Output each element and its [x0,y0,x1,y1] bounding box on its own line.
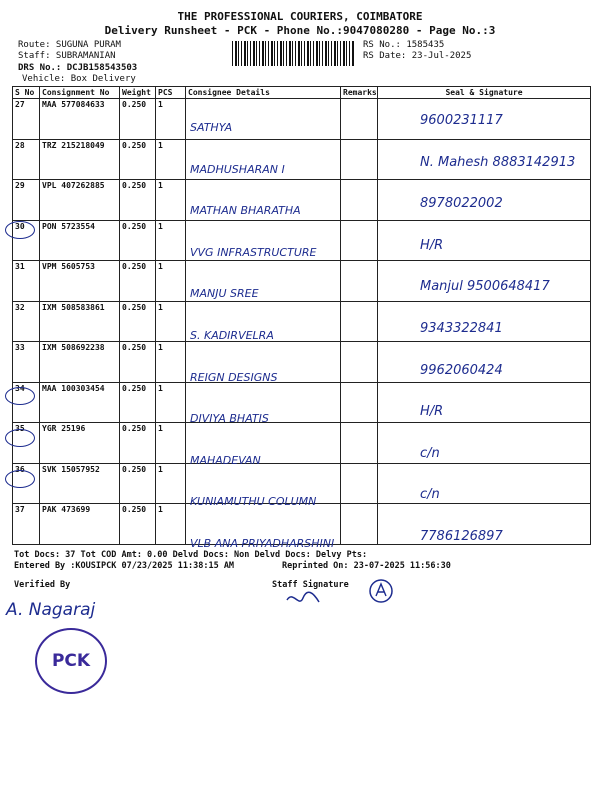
row-pcs: 1 [156,180,186,221]
row-consignment-no: MAA 100303454 [40,382,120,423]
row-remarks [341,382,378,423]
row-remarks [341,220,378,261]
seal-signature-handwriting: H/R [420,237,444,253]
reprinted-on: Reprinted On: 23-07-2025 11:56:30 [282,561,451,571]
vehicle-label: Vehicle: Box Delivery [22,74,136,84]
row-weight: 0.250 [120,261,156,302]
seal-signature-handwriting: 7786126897 [420,529,503,544]
seal-signature-handwriting: N. Mahesh 8883142913 [420,154,576,170]
row-weight: 0.250 [120,99,156,140]
row-consignment-no: VPM 5605753 [40,261,120,302]
row-remarks [341,342,378,383]
consignee-handwriting: S. KADIRVELRA [190,329,274,342]
row-sno: 37 [13,504,40,545]
row-sno: 31 [13,261,40,302]
table-row [13,301,591,342]
row-remarks [341,180,378,221]
row-remarks [341,99,378,140]
row-pcs: 1 [156,220,186,261]
consignee-handwriting: REIGN DESIGNS [190,370,278,384]
row-weight: 0.250 [120,139,156,180]
verifier-signature: A. Nagaraj [6,600,96,620]
row-pcs: 1 [156,504,186,545]
row-seal-cell [378,463,591,504]
row-consignment-no: VPL 407262885 [40,180,120,221]
rs-number: RS No.: 1585435 [363,40,445,50]
sno-circle-mark [5,429,35,447]
row-pcs: 1 [156,463,186,504]
row-sno: 30 [13,220,40,261]
table-row [13,342,591,383]
consignee-handwriting: VLB ANA PRIYADHARSHINI [190,537,335,550]
barcode [232,41,354,66]
row-pcs: 1 [156,139,186,180]
row-weight: 0.250 [120,463,156,504]
drs-number: DRS No.: DCJB158543503 [18,63,138,73]
row-weight: 0.250 [120,220,156,261]
col-consignee: Consignee Details [186,87,341,99]
row-sno: 33 [13,342,40,383]
row-remarks [341,423,378,464]
row-remarks [341,261,378,302]
row-seal-cell [378,220,591,261]
row-sno: 35 [13,423,40,464]
table-row [13,99,591,140]
pck-stamp: PCK [35,628,107,694]
consignee-handwriting: MATHAN BHARATHA [190,204,301,218]
row-sno: 34 [13,382,40,423]
seal-signature-handwriting: Manjul 9500648417 [420,279,550,295]
totals-line: Tot Docs: 37 Tot COD Amt: 0.00 Delvd Docs: Non Delvd Docs: Delvy Pts: [14,550,368,560]
row-consignment-no: SVK 15057952 [40,463,120,504]
row-pcs: 1 [156,99,186,140]
row-remarks [341,504,378,545]
row-consignment-no: PON 5723554 [40,220,120,261]
col-weight: Weight [120,87,156,99]
rs-date: RS Date: 23-Jul-2025 [363,51,472,61]
consignee-handwriting: MADHUSHARAN I [190,162,285,176]
row-remarks [341,139,378,180]
staff-label: Staff: SUBRAMANIAN [18,51,116,61]
row-sno: 32 [13,301,40,342]
row-pcs: 1 [156,301,186,342]
row-weight: 0.250 [120,301,156,342]
table-row [13,382,591,423]
col-consignment: Consignment No [40,87,120,99]
col-seal-signature: Seal & Signature [378,87,591,99]
row-pcs: 1 [156,382,186,423]
seal-signature-handwriting: c/n [420,445,440,461]
verified-by-label: Verified By [14,580,71,590]
row-consignment-no: IXM 508583861 [40,301,120,342]
row-pcs: 1 [156,423,186,464]
row-seal-cell [378,382,591,423]
seal-signature-handwriting: 9962060424 [420,362,503,378]
row-consignment-no: PAK 473699 [40,504,120,545]
row-weight: 0.250 [120,382,156,423]
consignee-handwriting: KUNIAMUTHU COLUMN [190,495,317,509]
row-remarks [341,463,378,504]
seal-signature-handwriting: 9600231117 [420,113,503,128]
seal-signature-handwriting: c/n [420,487,440,503]
seal-signature-handwriting: H/R [420,404,444,420]
row-consignment-no: MAA 577084633 [40,99,120,140]
row-pcs: 1 [156,261,186,302]
col-sno: S No [13,87,40,99]
col-remarks: Remarks [341,87,378,99]
sno-circle-mark [5,221,35,239]
entered-by: Entered By :KOUSIPCK 07/23/2025 11:38:15 AM [14,561,235,571]
seal-signature-handwriting: 9343322841 [420,321,503,336]
row-remarks [341,301,378,342]
row-pcs: 1 [156,342,186,383]
table-header-row [13,87,591,99]
consignee-handwriting: MAHADEVAN [190,453,261,467]
consignee-handwriting: VVG INFRASTRUCTURE [190,245,317,259]
consignee-handwriting: MANJU SREE [190,287,259,301]
seal-signature-handwriting: 8978022002 [420,196,503,212]
row-sno: 28 [13,139,40,180]
runsheet-subtitle: Delivery Runsheet - PCK - Phone No.:9047080280 - Page No.:3 [104,24,496,37]
runsheet-title: THE PROFESSIONAL COURIERS, COIMBATORE [177,10,423,23]
row-sno: 27 [13,99,40,140]
row-weight: 0.250 [120,423,156,464]
row-weight: 0.250 [120,180,156,221]
row-weight: 0.250 [120,342,156,383]
staff-signature-scribble [283,588,323,610]
consignee-handwriting: DIVIYA BHATIS [190,412,269,426]
row-seal-cell [378,423,591,464]
row-weight: 0.250 [120,504,156,545]
table-row [13,180,591,221]
staff-initial-mark [368,578,394,604]
consignee-handwriting: SATHYA [190,121,233,134]
table-row [13,423,591,464]
row-consignment-no: YGR 25196 [40,423,120,464]
row-consignment-no: TRZ 215218049 [40,139,120,180]
route-label: Route: SUGUNA PURAM [18,40,121,50]
row-consignment-no: IXM 508692238 [40,342,120,383]
col-pcs: PCS [156,87,186,99]
row-sno: 29 [13,180,40,221]
staff-signature-label: Staff Signature [272,580,349,590]
row-sno: 36 [13,463,40,504]
